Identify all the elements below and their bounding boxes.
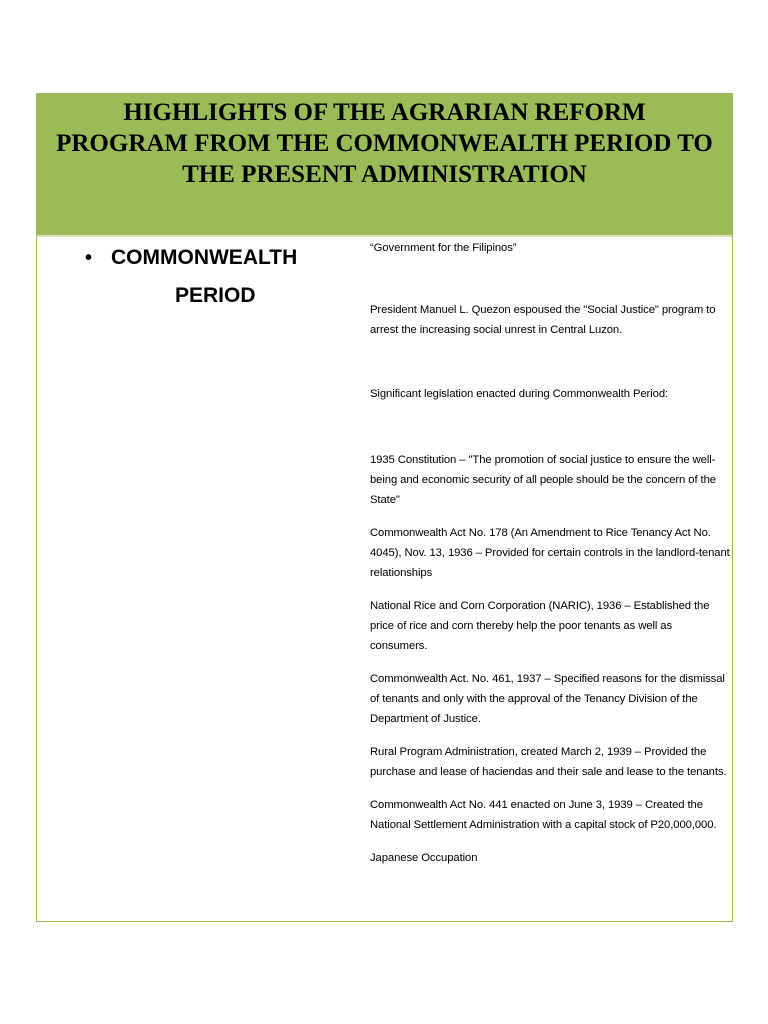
period-heading-word-2: PERIOD — [175, 284, 256, 307]
paragraph-slogan: “Government for the Filipinos” — [370, 242, 517, 254]
paragraph-rpa: Rural Program Administration, created March 2, 1939 – Provided the purchase and lease of haciendas and their sale and lease to the tenants. — [370, 746, 727, 778]
period-heading-word-1: COMMONWEALTH — [111, 246, 298, 269]
paragraph-quezon: President Manuel L. Quezon espoused the "Social Justice" program to arrest the increasing social unrest in Central Luzon. — [370, 304, 716, 336]
period-heading — [85, 239, 345, 315]
paragraph-ca-461: Commonwealth Act. No. 461, 1937 – Specified reasons for the dismissal of tenants and only with the approval of the Tenancy Division of the Department of Justice. — [370, 673, 725, 725]
paragraph-naric: National Rice and Corn Corporation (NARIC), 1936 – Established the price of rice and corn thereby help the poor tenants as well as consumers. — [370, 600, 710, 652]
bullet-icon: • — [85, 247, 93, 269]
title-line-2: PROGRAM FROM THE COMMONWEALTH PERIOD TO — [56, 130, 713, 157]
paragraph-japanese-occupation: Japanese Occupation — [370, 852, 478, 864]
paragraph-ca-178: Commonwealth Act No. 178 (An Amendment to Rice Tenancy Act No. 4045), Nov. 13, 1936 – Provided for certain controls in the landlord-tenant relationships — [370, 527, 730, 579]
paragraph-ca-441: Commonwealth Act No. 441 enacted on June 3, 1939 – Created the National Settlement Administration with a capital stock of P20,000,000. — [370, 799, 717, 831]
paragraph-constitution: 1935 Constitution – "The promotion of social justice to ensure the well-being and economic security of all people should be the concern of the State" — [370, 454, 716, 506]
paragraph-legislation-intro: Significant legislation enacted during Commonwealth Period: — [370, 388, 669, 400]
content-column — [370, 238, 730, 868]
period-heading-line-1 — [85, 239, 345, 277]
page-title — [37, 94, 732, 190]
title-header — [37, 94, 732, 235]
title-line-3: THE PRESENT ADMINISTRATION — [182, 161, 587, 188]
document-page — [36, 93, 733, 922]
header-divider — [37, 235, 732, 237]
title-line-1: HIGHLIGHTS OF THE AGRARIAN REFORM — [123, 99, 646, 126]
